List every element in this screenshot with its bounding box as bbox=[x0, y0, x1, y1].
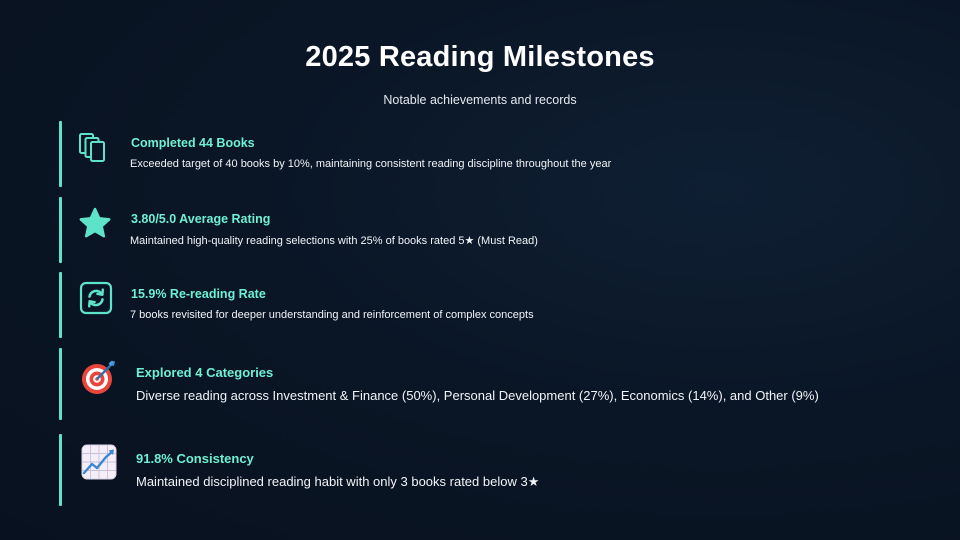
milestone-title: Explored 4 Categories bbox=[136, 365, 274, 380]
star-icon bbox=[78, 206, 112, 245]
milestone-rereading-rate bbox=[59, 272, 879, 338]
accent-bar bbox=[59, 434, 62, 506]
milestone-title: Completed 44 Books bbox=[131, 136, 255, 150]
milestone-description: Maintained disciplined reading habit with only 3 books rated below 3★ bbox=[136, 474, 540, 489]
target-icon bbox=[79, 359, 119, 400]
reread-icon bbox=[78, 280, 114, 321]
milestone-average-rating bbox=[59, 197, 879, 263]
accent-bar bbox=[59, 348, 62, 420]
milestone-description: Maintained high-quality reading selections with 25% of books rated 5★ (Must Read) bbox=[130, 235, 538, 247]
chart-trend-icon bbox=[80, 443, 118, 486]
slide-subtitle: Notable achievements and records bbox=[383, 93, 577, 107]
accent-bar bbox=[59, 272, 62, 338]
milestone-title: 3.80/5.0 Average Rating bbox=[131, 212, 271, 226]
accent-bar bbox=[59, 197, 62, 263]
milestone-description: 7 books revisited for deeper understanding and reinforcement of complex concepts bbox=[130, 309, 534, 321]
milestone-description: Diverse reading across Investment & Finance (50%), Personal Development (27%), Economics (14%), and Other (9%) bbox=[136, 388, 819, 403]
milestone-title: 91.8% Consistency bbox=[136, 451, 254, 466]
milestone-consistency bbox=[59, 434, 879, 506]
books-icon bbox=[77, 132, 113, 169]
milestone-categories bbox=[59, 348, 879, 420]
milestone-description: Exceeded target of 40 books by 10%, maintaining consistent reading discipline throughout the year bbox=[130, 158, 612, 170]
accent-bar bbox=[59, 121, 62, 187]
milestone-title: 15.9% Re-reading Rate bbox=[131, 287, 266, 301]
milestone-completed-books bbox=[59, 121, 879, 187]
slide-title: 2025 Reading Milestones bbox=[305, 41, 655, 73]
